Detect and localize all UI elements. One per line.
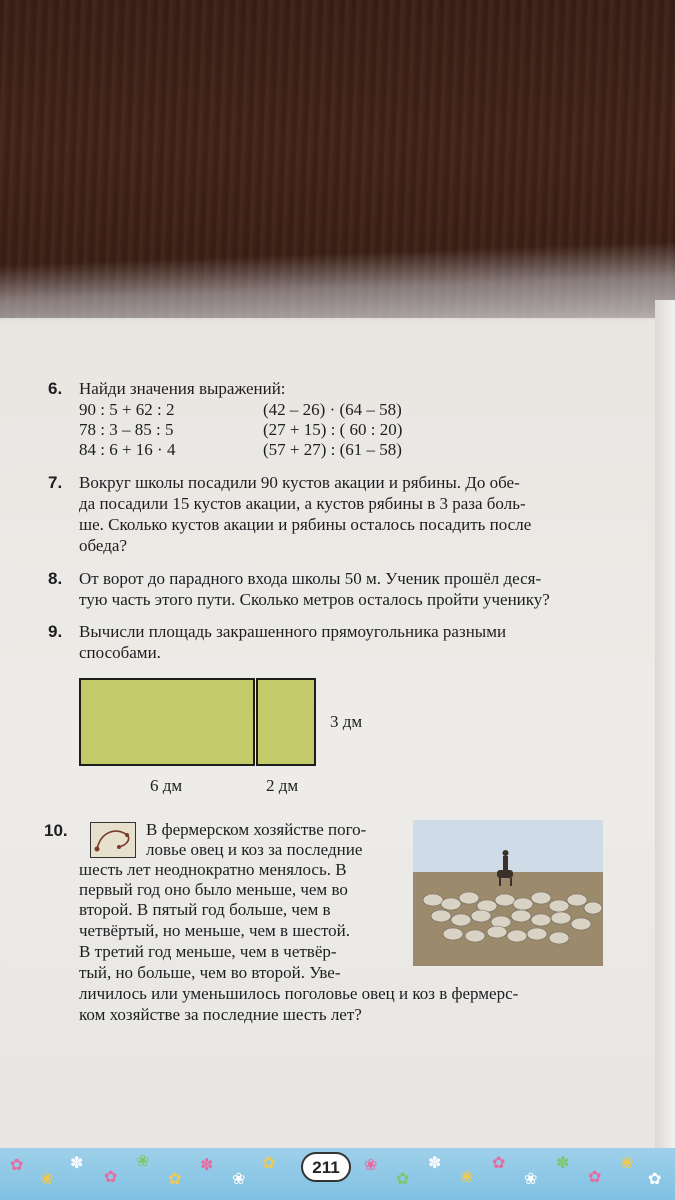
- task-8-number: 8.: [48, 569, 63, 588]
- rectangle-part-large: [79, 678, 255, 766]
- task-6-expr-right-1: (42 – 26) · (64 – 58): [263, 400, 402, 419]
- task-10-line-1: В фермерском хозяйстве пого-: [146, 820, 367, 839]
- task-6-title: Найди значения выражений:: [79, 379, 286, 398]
- task-10-line-4: первый год оно было меньше, чем во: [79, 880, 348, 899]
- task-9-number: 9.: [48, 622, 63, 641]
- task-7-line-3: ше. Сколько кустов акации и рябины осталось посадить после: [79, 515, 532, 534]
- task-7-line-4: обеда?: [79, 536, 127, 555]
- task-8-line-1: От ворот до парадного входа школы 50 м. Ученик прошёл деся-: [79, 569, 542, 588]
- task-10-line-2: ловье овец и коз за последние: [146, 840, 363, 859]
- task-6-expr-left-3: 84 : 6 + 16 · 4: [79, 440, 176, 459]
- task-8-line-2: тую часть этого пути. Сколько метров осталось пройти ученику?: [79, 590, 550, 609]
- task-10-line-10: ком хозяйстве за последние шесть лет?: [79, 1005, 362, 1024]
- page-footer-band: ✿ ❀ ✽ ✿ ❀ ✿ ✽ ❀ ✿ ❀ ✿ ✽ ❀ ✿ ❀ ✽ ✿ ❀ ✿: [0, 1148, 675, 1200]
- label-width-big: 6 дм: [150, 776, 183, 795]
- task-10-line-9: личилось или уменьшилось поголовье овец и коз в фермерс-: [79, 984, 519, 1003]
- task-6-number: 6.: [48, 379, 63, 398]
- sheep-flock-photo: [413, 820, 603, 966]
- task-10-number: 10.: [44, 821, 68, 840]
- task-6-expr-right-2: (27 + 15) : ( 60 : 20): [263, 420, 403, 439]
- task-10-line-5: второй. В пятый год больше, чем в: [79, 900, 331, 919]
- label-width-small: 2 дм: [266, 776, 299, 795]
- task-6-expr-left-1: 90 : 5 + 62 : 2: [79, 400, 175, 419]
- task-7-line-2: да посадили 15 кустов акации, а кустов рябины в 3 раза боль-: [79, 494, 526, 513]
- label-height: 3 дм: [330, 712, 363, 731]
- task-10-line-8: тый, но больше, чем во второй. Уве-: [79, 963, 341, 982]
- page-edge: [655, 300, 675, 1200]
- task-10-line-6: четвёртый, но меньше, чем в шестой.: [79, 921, 350, 940]
- task-6-expr-left-2: 78 : 3 – 85 : 5: [79, 420, 174, 439]
- task-7-number: 7.: [48, 473, 63, 492]
- task-9-line-1: Вычисли площадь закрашенного прямоугольника разными: [79, 622, 507, 641]
- task-10-line-7: В третий год меньше, чем в четвёр-: [79, 942, 337, 961]
- rectangle-part-small: [256, 678, 316, 766]
- shaded-rectangle-diagram: [79, 678, 317, 770]
- task-9-line-2: способами.: [79, 643, 161, 662]
- route-icon: [90, 822, 136, 858]
- page-number: 211: [301, 1152, 351, 1182]
- task-10-line-3: шесть лет неоднократно менялось. В: [79, 860, 347, 879]
- task-7-line-1: Вокруг школы посадили 90 кустов акации и рябины. До обе-: [79, 473, 520, 492]
- task-6-expr-right-3: (57 + 27) : (61 – 58): [263, 440, 402, 459]
